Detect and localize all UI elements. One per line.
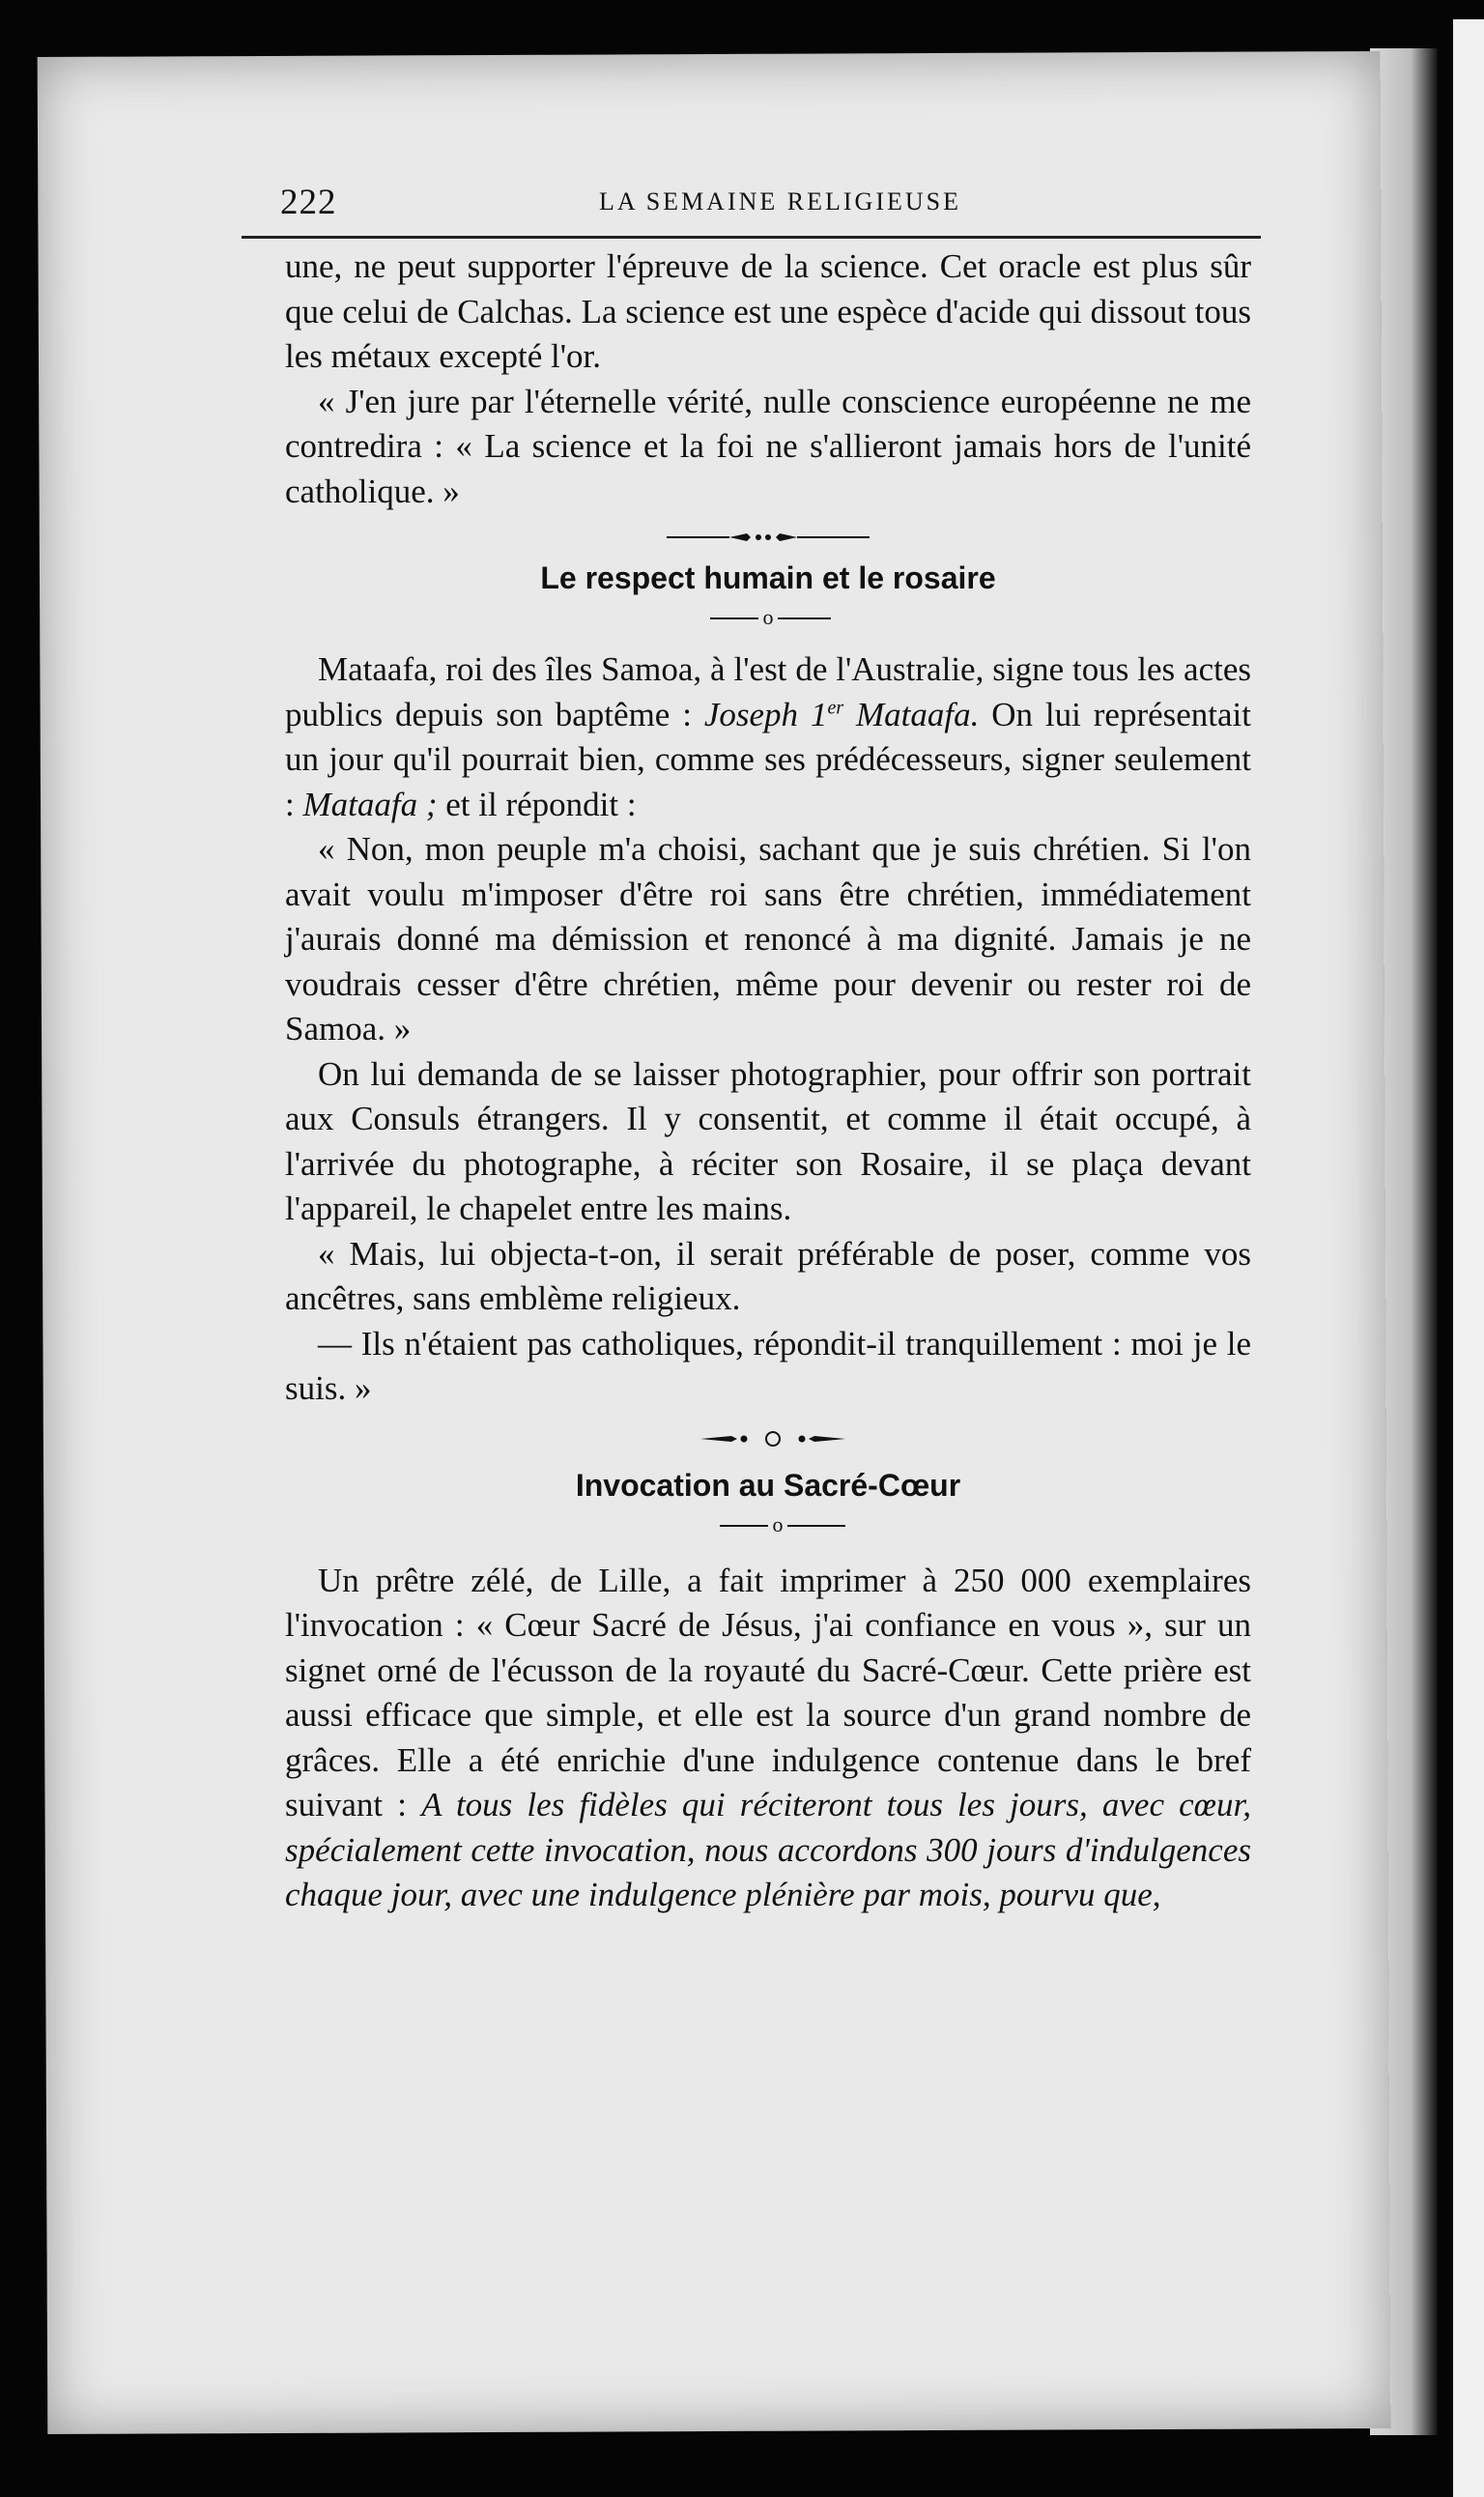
section1-paragraph-4: « Mais, lui objecta-t-on, il serait préférable de poser, comme vos ancêtres, sans emblème religieux.: [285, 1234, 1251, 1317]
section1-p1-part-c: et il répondit :: [437, 785, 637, 823]
divider-ornament-icon: [285, 514, 1251, 557]
section1-p1-part-a: Mataafa, roi des îles Samoa, à l'est de l'Australie, signe tous les actes publics depuis son baptême :: [285, 650, 1251, 733]
section1-p1-italic-surname: Mataafa.: [843, 695, 980, 733]
section1-paragraph-1: [285, 647, 1251, 827]
section1-p1-italic-mataafa: Mataafa ;: [302, 785, 438, 823]
section2-p1-italic-brief: A tous les fidèles qui réciteront tous les jours, avec cœur, spécialement cette invocation, nous accordons 300 jours d'indulgences chaque jour, avec une indulgence plénière par mois, pourvu que,: [285, 1786, 1251, 1913]
section1-paragraph-2: « Non, mon peuple m'a choisi, sachant que je suis chrétien. Si l'on avait voulu m'imposer d'être roi sans être chrétien, immédiatement j'aurais donné ma démission et renoncé à ma dignité. Jamais je ne voudrais cesser d'être chrétien, même pour devenir ou rester roi de Samoa. »: [285, 830, 1251, 1048]
section-title-invocation: Invocation au Sacré-Cœur: [575, 1467, 961, 1503]
small-o-rule-2-icon: [285, 1507, 1251, 1545]
section-divider-ornament: [285, 514, 1251, 557]
section-title-respect-humain: Le respect humain et le rosaire: [540, 560, 996, 595]
rule-o-glyph-2: o: [772, 1511, 784, 1536]
adjacent-page-strip: [1453, 19, 1484, 2497]
intro-text: [285, 244, 1251, 514]
intro-paragraph-1: une, ne peut supporter l'épreuve de la science. Cet oracle est plus sûr que celui de Calchas. La science est une espèce d'acide qui dissout tous les métaux excepté l'or.: [285, 247, 1251, 375]
small-o-rule-icon: [285, 599, 1251, 638]
section1-paragraph-5: — Ils n'étaient pas catholiques, répondit-il tranquillement : moi je le suis. »: [285, 1324, 1251, 1407]
section2-paragraph-1: [285, 1559, 1251, 1918]
title-underline-ornament: [285, 599, 1251, 638]
title-underline-ornament-2: [285, 1507, 1251, 1545]
section1-p1-italic-name: Joseph 1: [703, 695, 828, 733]
rule-o-glyph: o: [762, 605, 774, 629]
section1-paragraph-3: On lui demanda de se laisser photographier, pour offrir son portrait aux Consuls étrangers. Il y consentit, et comme il était occupé, à l'arrivée du photographe, à réciter son Rosaire, il se plaça devant l'appareil, le chapelet entre les mains.: [285, 1054, 1251, 1227]
section1-text: [285, 647, 1251, 1412]
intro-paragraph-2: « J'en jure par l'éternelle vérité, nulle conscience européenne ne me contredira : « La science et la foi ne s'allieront jamais hors de l'unité catholique. »: [285, 382, 1251, 510]
section2-text: [285, 1559, 1251, 1918]
page-number: 222: [280, 183, 337, 222]
running-header: [242, 174, 1261, 239]
section1-p1-superscript: er: [827, 696, 844, 718]
section2-p1-part-a: Un prêtre zélé, de Lille, a fait imprimer à 250 000 exemplaires l'invocation : « Cœur Sacré de Jésus, j'ai confiance en vous », sur un signet orné de l'écusson de la royauté du Sacré-Cœur. Cette prière est aussi efficace que simple, et elle est la source d'un grand nombre de grâces. Elle a été enrichie d'une indulgence contenue dans le bref suivant :: [285, 1561, 1251, 1823]
page-content: [242, 174, 1261, 1918]
journal-title: LA SEMAINE RELIGIEUSE: [599, 187, 961, 215]
section1-p1-part-b: On lui représentait un jour qu'il pourrait bien, comme ses prédécesseurs, signer seulement :: [285, 695, 1251, 823]
section-divider-ornament-2: [285, 1418, 1251, 1460]
divider-ornament-2-icon: [285, 1418, 1251, 1460]
